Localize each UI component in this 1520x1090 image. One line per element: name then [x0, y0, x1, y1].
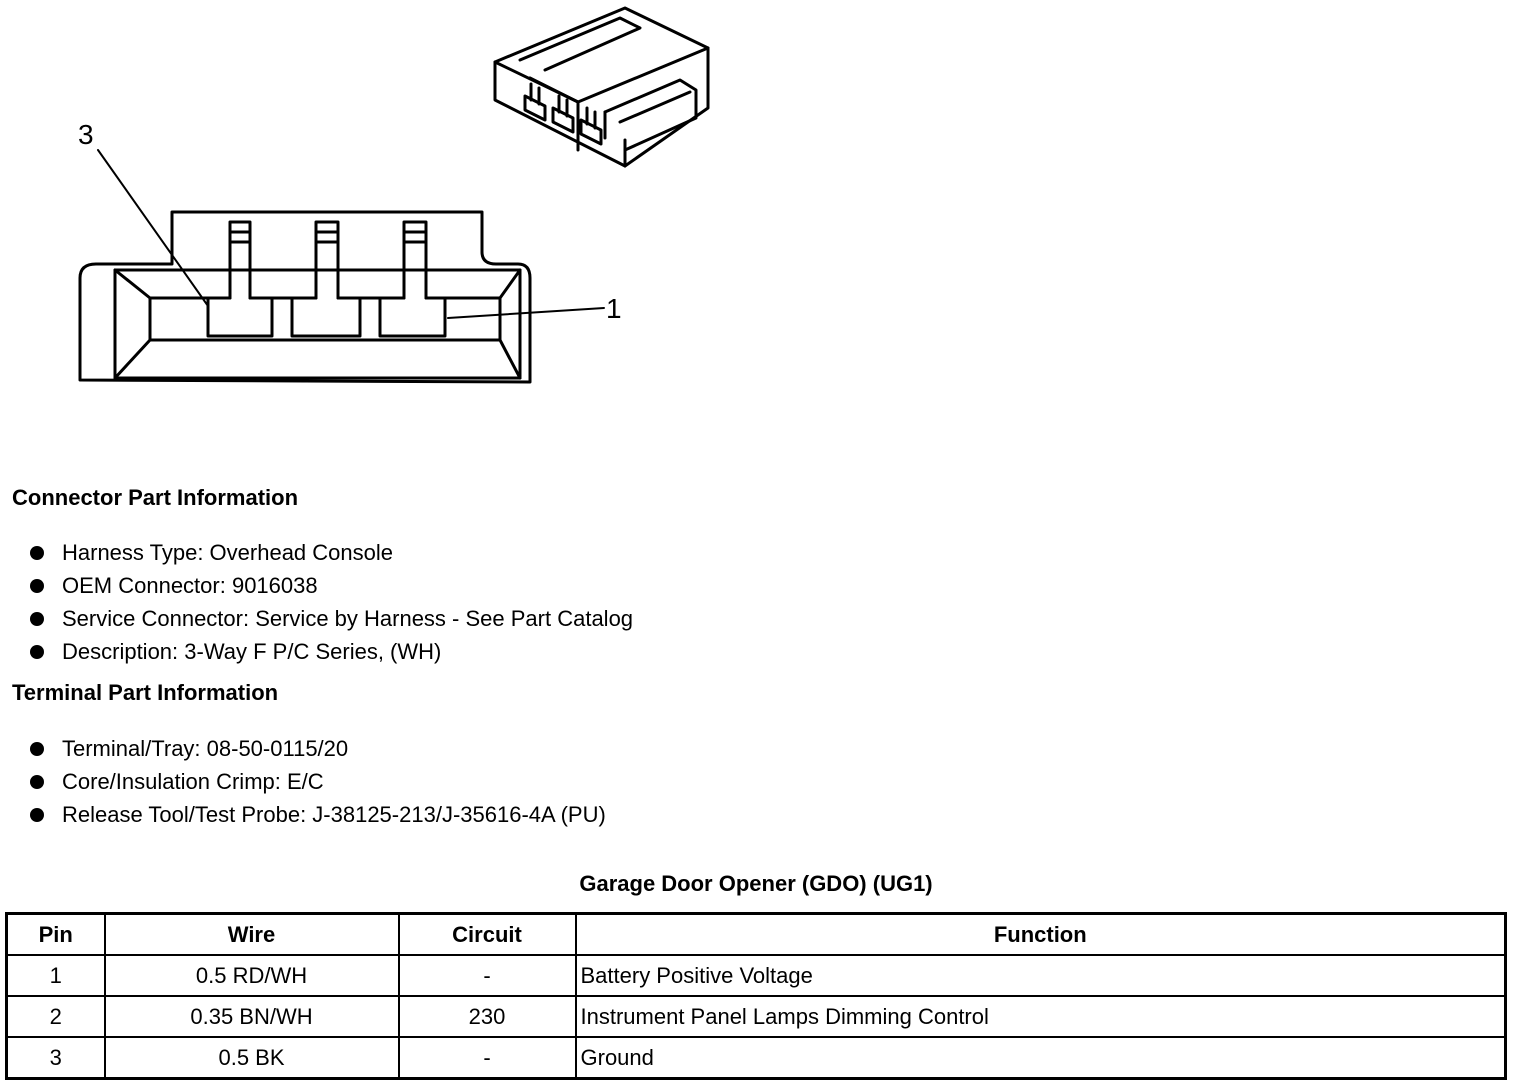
callout-3-label: 3 [78, 119, 94, 150]
list-item: Terminal/Tray: 08-50-0115/20 [30, 732, 606, 765]
bullet-icon [30, 742, 44, 756]
cell-function: Battery Positive Voltage [576, 955, 1506, 996]
header-function: Function [576, 914, 1506, 956]
cell-pin: 2 [7, 996, 105, 1037]
list-item: Service Connector: Service by Harness - See Part Catalog [30, 602, 633, 635]
list-item: Harness Type: Overhead Console [30, 536, 633, 569]
cell-pin: 1 [7, 955, 105, 996]
callout-1-label: 1 [606, 293, 622, 324]
bullet-icon [30, 808, 44, 822]
bullet-icon [30, 645, 44, 659]
bullet-icon [30, 546, 44, 560]
cell-wire: 0.5 BK [105, 1037, 399, 1079]
terminal-part-information-list [30, 732, 606, 831]
cell-circuit: 230 [399, 996, 576, 1037]
terminal-part-information-heading: Terminal Part Information [12, 680, 279, 705]
bullet-icon [30, 612, 44, 626]
cell-wire: 0.5 RD/WH [105, 955, 399, 996]
list-item: Core/Insulation Crimp: E/C [30, 765, 606, 798]
connector-diagram [0, 0, 760, 420]
connector-part-information-heading: Connector Part Information [12, 485, 299, 510]
list-item: Description: 3-Way F P/C Series, (WH) [30, 635, 633, 668]
header-wire: Wire [105, 914, 399, 956]
pinout-table [5, 912, 1507, 1080]
connector-front-view [80, 212, 530, 382]
connector-part-information-list [30, 536, 633, 668]
table-row [7, 1037, 1506, 1079]
list-item: OEM Connector: 9016038 [30, 569, 633, 602]
list-item: Release Tool/Test Probe: J-38125-213/J-35616-4A (PU) [30, 798, 606, 831]
table-header-row [7, 914, 1506, 956]
cell-circuit: - [399, 1037, 576, 1079]
cell-pin: 3 [7, 1037, 105, 1079]
table-row [7, 955, 1506, 996]
header-circuit: Circuit [399, 914, 576, 956]
callout-1-leader [448, 308, 604, 318]
table-row [7, 996, 1506, 1037]
bullet-icon [30, 579, 44, 593]
cell-function: Instrument Panel Lamps Dimming Control [576, 996, 1506, 1037]
header-pin: Pin [7, 914, 105, 956]
cell-circuit: - [399, 955, 576, 996]
cell-function: Ground [576, 1037, 1506, 1079]
cell-wire: 0.35 BN/WH [105, 996, 399, 1037]
table-title: Garage Door Opener (GDO) (UG1) [579, 871, 933, 896]
connector-isometric-drawing [495, 8, 708, 166]
bullet-icon [30, 775, 44, 789]
